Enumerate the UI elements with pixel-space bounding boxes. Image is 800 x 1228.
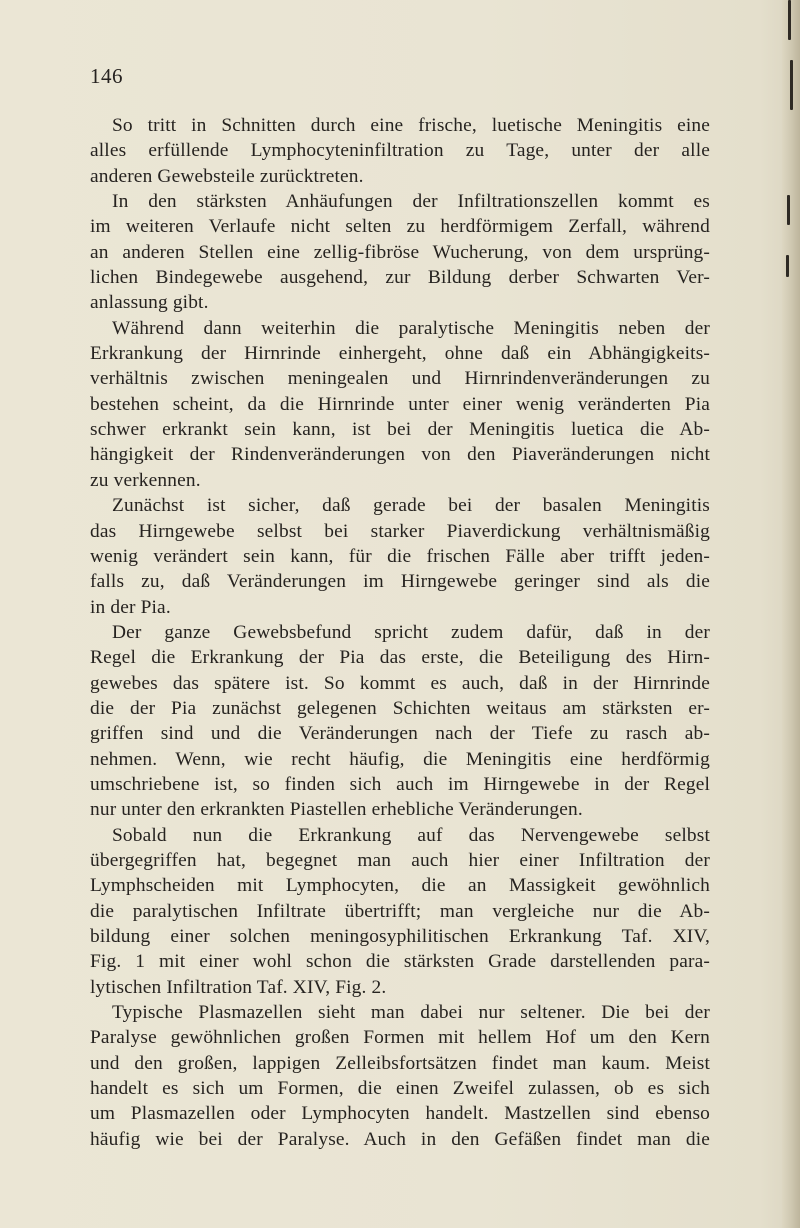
edge-mark	[788, 0, 791, 40]
text-line: im weiteren Verlaufe nicht selten zu herdförmigem Zerfall, während	[90, 216, 710, 238]
paragraph	[90, 493, 710, 620]
text-line: umschriebene ist, so finden sich auch im Hirngewebe in der Regel	[90, 773, 710, 795]
paragraph	[90, 1000, 710, 1152]
text-line: bestehen scheint, da die Hirnrinde unter einer wenig veränderten Pia	[90, 393, 710, 415]
paragraph	[90, 113, 710, 189]
text-line: häufig wie bei der Paralyse. Auch in den Gefäßen findet man die	[90, 1128, 710, 1150]
text-line: Sobald nun die Erkrankung auf das Nervengewebe selbst	[112, 824, 710, 846]
text-line: Der ganze Gewebsbefund spricht zudem dafür, daß in der	[112, 621, 710, 643]
text-line: die paralytischen Infiltrate übertrifft; man vergleiche nur die Ab-	[90, 900, 710, 922]
text-line: Paralyse gewöhnlichen großen Formen mit hellem Hof um den Kern	[90, 1027, 710, 1049]
text-line: zu verkennen.	[90, 469, 201, 491]
text-line: bildung einer solchen meningosyphilitischen Erkrankung Taf. XIV,	[90, 926, 710, 947]
paragraph	[90, 620, 710, 823]
text-line: und den großen, lappigen Zelleibsfortsätzen findet man kaum. Meist	[90, 1052, 710, 1074]
text-line: In den stärksten Anhäufungen der Infiltrationszellen kommt es	[112, 191, 710, 213]
text-line: um Plasmazellen oder Lymphocyten handelt. Mastzellen sind ebenso	[90, 1103, 710, 1125]
text-line: wenig verändert sein kann, für die frischen Fälle aber trifft jeden-	[90, 545, 710, 567]
text-line: die der Pia zunächst gelegenen Schichten weitaus am stärksten er-	[90, 697, 710, 719]
text-line: Regel die Erkrankung der Pia das erste, die Beteiligung des Hirn-	[90, 647, 710, 669]
body-text	[90, 113, 710, 1152]
text-line: lytischen Infiltration Taf. XIV, Fig. 2.	[90, 976, 387, 998]
text-line: hängigkeit der Rindenveränderungen von den Piaveränderungen nicht	[90, 444, 710, 466]
paragraph	[90, 189, 710, 316]
text-line: nur unter den erkrankten Piastellen erhebliche Veränderungen.	[90, 799, 583, 821]
edge-mark	[787, 195, 790, 225]
paragraph	[90, 823, 710, 1000]
text-line: Typische Plasmazellen sieht man dabei nur seltener. Die bei der	[112, 1002, 710, 1024]
text-line: Erkrankung der Hirnrinde einhergeht, ohne daß ein Abhängigkeits-	[90, 343, 710, 365]
paragraph	[90, 316, 710, 493]
text-line: Lymphscheiden mit Lymphocyten, die an Massigkeit gewöhnlich	[90, 875, 710, 897]
text-line: anlassung gibt.	[90, 292, 209, 314]
text-line: Während dann weiterhin die paralytische Meningitis neben der	[112, 317, 710, 339]
page-number: 146	[90, 64, 123, 88]
text-line: verhältnis zwischen meningealen und Hirnrindenveränderungen zu	[90, 368, 710, 390]
text-line: falls zu, daß Veränderungen im Hirngewebe geringer sind als die	[90, 571, 710, 593]
edge-mark	[786, 255, 789, 277]
text-line: in der Pia.	[90, 596, 171, 618]
text-line: übergegriffen hat, begegnet man auch hier einer Infiltration der	[90, 849, 710, 871]
text-line: lichen Bindegewebe ausgehend, zur Bildung derber Schwarten Ver-	[90, 267, 710, 289]
text-line: gewebes das spätere ist. So kommt es auch, daß in der Hirnrinde	[90, 672, 710, 694]
text-line: alles erfüllende Lymphocyteninfiltration zu Tage, unter der alle	[90, 140, 710, 162]
text-line: schwer erkrankt sein kann, ist bei der Meningitis luetica die Ab-	[90, 419, 710, 441]
text-line: Fig. 1 mit einer wohl schon die stärksten Grade darstellenden para-	[90, 951, 710, 973]
text-line: nehmen. Wenn, wie recht häufig, die Meningitis eine herdförmig	[90, 748, 710, 770]
text-line: handelt es sich um Formen, die einen Zweifel zulassen, ob es sich	[90, 1078, 710, 1100]
edge-mark	[790, 60, 793, 110]
text-line: anderen Gewebsteile zurücktreten.	[90, 165, 364, 187]
text-line: das Hirngewebe selbst bei starker Piaverdickung verhältnismäßig	[90, 520, 710, 542]
text-line: Zunächst ist sicher, daß gerade bei der basalen Meningitis	[112, 495, 710, 517]
page-edge-shadow	[782, 0, 800, 1228]
text-line: griffen sind und die Veränderungen nach der Tiefe zu rasch ab-	[90, 723, 710, 745]
text-line: an anderen Stellen eine zellig-fibröse Wucherung, von dem ursprüng-	[90, 241, 710, 263]
text-line: So tritt in Schnitten durch eine frische, luetische Meningitis eine	[112, 115, 710, 136]
